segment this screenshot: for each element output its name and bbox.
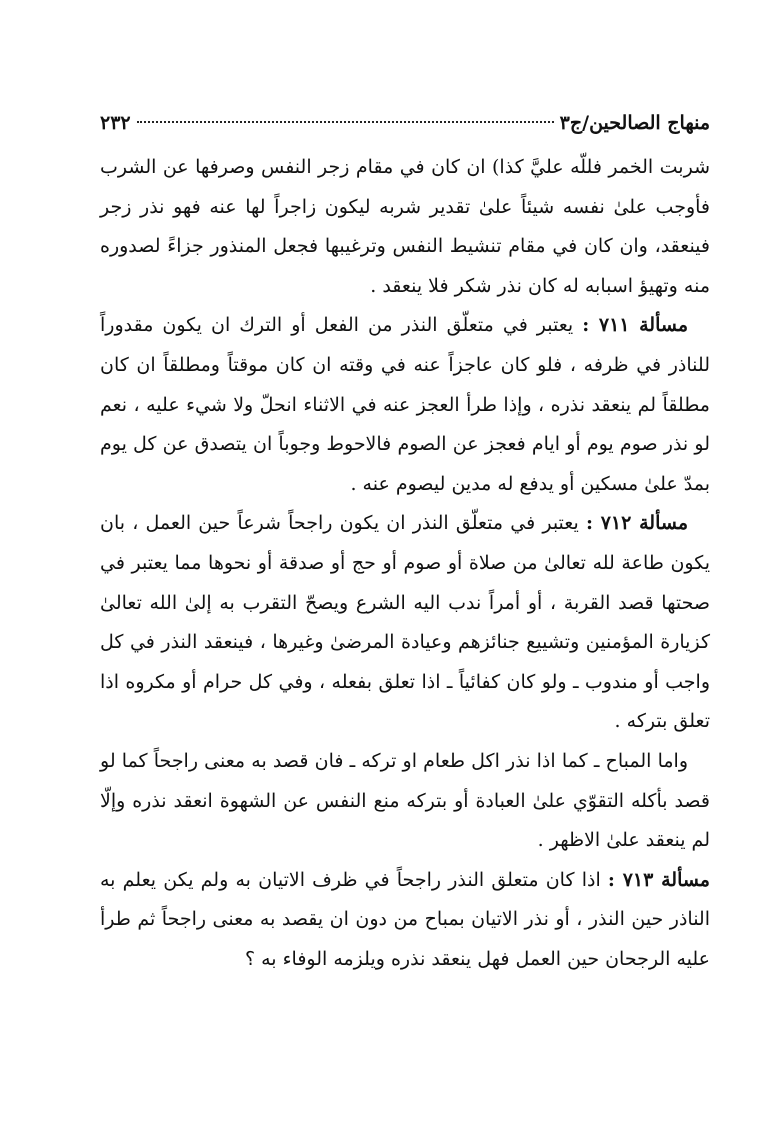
book-page [100,108,710,979]
book-title: منهاج الصالحين/ج٣ [559,112,710,134]
page-body [100,148,710,979]
running-header [100,108,710,138]
paragraph-text: شربت الخمر فللّه عليَّ كذا) ان كان في مقام زجر النفس وصرفها عن الشرب فأوجب علىٰ نفسه شيئاً علىٰ تقدير شربه ليكون زاجراً لها عنه فهو نذر زجر فينعقد، وان كان في مقام تنشيط النفس وترغيبها فجعل المنذور جزاءً لصدوره منه وتهيؤ اسبابه له كان نذر شكر فلا ينعقد . [100,156,710,297]
paragraph-masala-712 [100,504,710,742]
header-leader-dots [137,121,554,123]
paragraph-mubah [100,742,710,861]
paragraph-text: يعتبر في متعلّق النذر من الفعل أو الترك ان يكون مقدوراً للناذر في ظرفه ، فلو كان عاجزاً عنه في وقته ان كان موقتاً ومطلقاً ان كان مطلقاً لم ينعقد نذره ، وإذا طرأ العجز عنه في الاثناء انحلّ ولا شيء عليه ، نعم لو نذر صوم يوم أو ايام فعجز عن الصوم فالاحوط وجوباً ان يتصدق عن كل يوم بمدّ علىٰ مسكين أو يدفع له مدين ليصوم عنه . [100,314,710,495]
paragraph-continuation [100,148,710,306]
paragraph-masala-711 [100,306,710,504]
paragraph-text: يعتبر في متعلّق النذر ان يكون راجحاً شرعاً حين العمل ، بان يكون طاعة لله تعالىٰ من صلاة أو صوم أو حج أو صدقة أو نحوها مما يعتبر في صحتها قصد القربة ، أو أمراً ندب اليه الشرع ويصحّ التقرب به إلىٰ الله تعالىٰ كزيارة المؤمنين وتشييع جنائزهم وعيادة المرضىٰ وغيرها ، فينعقد النذر في كل واجب أو مندوب ـ ولو كان كفائياً ـ اذا تعلق بفعله ، وفي كل حرام أو مكروه اذا تعلق بتركه . [100,512,710,733]
masala-label: مسألة ٧١٣ : [607,868,710,891]
masala-label: مسألة ٧١٢ : [585,512,688,535]
page-number: ٢٣٢ [100,112,131,134]
paragraph-masala-713 [100,861,710,980]
paragraph-text: واما المباح ـ كما اذا نذر اكل طعام او تركه ـ فان قصد به معنى راجحاً كما لو قصد بأكله التقوّي علىٰ العبادة أو بتركه منع النفس عن الشهوة انعقد نذره وإلّا لم ينعقد علىٰ الاظهر . [100,749,710,852]
masala-label: مسألة ٧١١ : [582,314,688,337]
paragraph-text: اذا كان متعلق النذر راجحاً في ظرف الاتيان به ولم يكن يعلم به الناذر حين النذر ، أو نذر الاتيان بمباح من دون ان يقصد به معنى راجحاً ثم طرأ عليه الرجحان حين العمل فهل ينعقد نذره ويلزمه الوفاء به ؟ [100,868,710,970]
